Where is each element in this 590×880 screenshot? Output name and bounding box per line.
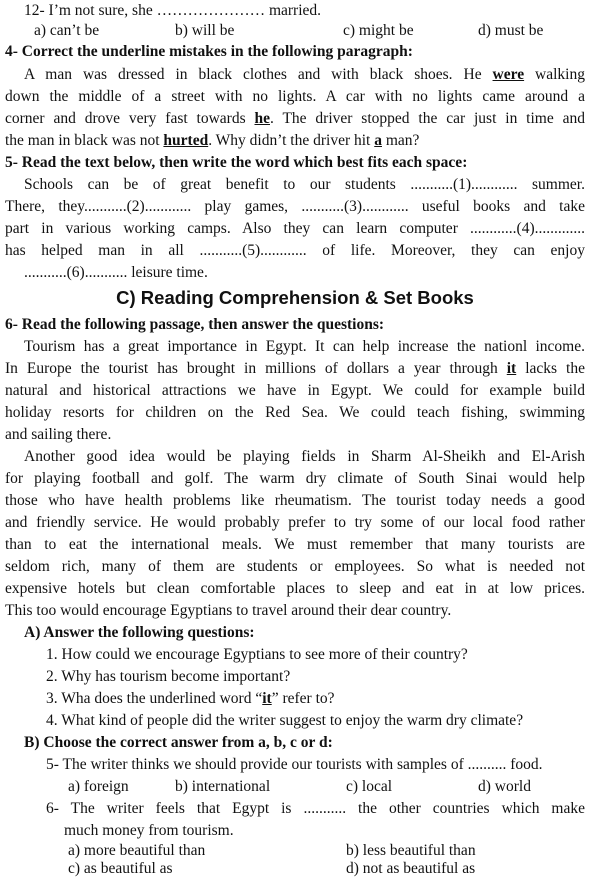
passage-p2-line-2: for playing football and golf. The warm dry climate of South Sinai would help — [5, 470, 585, 487]
q4-heading: 4- Correct the underline mistakes in the following paragraph: — [5, 43, 413, 60]
part-b-heading: B) Choose the correct answer from a, b, c or d: — [24, 734, 333, 751]
q5-line-1: Schools can be of great benefit to our students ...........(1)............ summer. — [24, 176, 585, 193]
q4-underlined-word-hurted: hurted — [163, 132, 209, 149]
part-b-q6-stem: 6- The writer feels that Egypt is ........... the other countries which make — [46, 800, 585, 817]
part-a-underlined-it: it — [262, 690, 272, 707]
q12-option-c[interactable]: c) might be — [343, 22, 414, 39]
q4-line-2: down the middle of a street with no lights. A car with no lights came around a — [5, 88, 585, 105]
passage-p2-line-8: This too would encourage Egyptians to travel around their dear country. — [5, 602, 452, 619]
q5-option-a[interactable]: a) foreign — [68, 778, 129, 795]
q6-option-c[interactable]: c) as beautiful as — [68, 860, 173, 877]
q5-option-b[interactable]: b) international — [175, 778, 271, 795]
q6-heading: 6- Read the following passage, then answer the questions: — [5, 316, 385, 333]
q5-line-2: There, they...........(2)............ play games, ...........(3)............ useful books and take — [5, 198, 585, 215]
part-b-q6-options-row-2 — [0, 858, 580, 880]
part-b-q6-stem-2: much money from tourism. — [64, 822, 234, 839]
q5-line-5: ...........(6)........... leisure time. — [24, 264, 208, 281]
q12-options — [0, 20, 580, 42]
passage-p2-line-5: than to eat the international meals. We must remember that many tourists are — [5, 536, 585, 553]
q6-option-a[interactable]: a) more beautiful than — [68, 842, 206, 859]
q6-option-b[interactable]: b) less beautiful than — [346, 842, 476, 859]
passage-p1-line-2: In Europe the tourist has brought in millions of dollars a year through it lacks the — [5, 360, 585, 377]
passage-p2-line-7: expensive hotels but clean comfortable places to sleep and eat in at low prices. — [5, 580, 585, 597]
passage-p1-line-4: holiday resorts for children on the Red Sea. We could teach fishing, swimming — [5, 404, 585, 421]
q4-underlined-word-he: he — [254, 110, 270, 127]
passage-p2-line-1: Another good idea would be playing fields in Sharm Al-Sheikh and El-Arish — [24, 448, 585, 465]
part-b-q5-options — [0, 776, 580, 798]
q12-option-b[interactable]: b) will be — [175, 22, 235, 39]
q5-line-3: part in various working camps. Also they can learn computer ............(4)............. — [5, 220, 585, 237]
passage-p1-line-1: Tourism has a great importance in Egypt. It can help increase the nationl income. — [24, 338, 585, 355]
q12-stem: 12- I’m not sure, she ………………… married. — [24, 2, 322, 19]
passage-p1-line-5: and sailing there. — [5, 426, 112, 443]
part-a-question-3: 3. Wha does the underlined word “it” refer to? — [46, 690, 335, 707]
part-b-q5-stem: 5- The writer thinks we should provide our tourists with samples of .......... food. — [46, 756, 543, 773]
q4-line-1: A man was dressed in black clothes and with black shoes. He were walking — [24, 66, 585, 83]
q12-option-a[interactable]: a) can’t be — [34, 22, 100, 39]
passage-p2-line-4: and friendly service. He would probably prefer to try some of our local food rather — [5, 514, 585, 531]
part-a-question-4: 4. What kind of people did the writer suggest to enjoy the warm dry climate? — [46, 712, 524, 729]
q5-line-4: has helped man in all ...........(5)............ of life. Moreover, they can enjoy — [5, 242, 585, 259]
q4-line-3: corner and drove very fast towards he. The driver stopped the car just in time and — [5, 110, 585, 127]
passage-p1-line-3: natural and historical attractions we have in Egypt. We could for example build — [5, 382, 585, 399]
q4-line-4: the man in black was not hurted. Why didn’t the driver hit a man? — [5, 132, 420, 149]
q5-option-c[interactable]: c) local — [346, 778, 393, 795]
q4-underlined-word-a: a — [374, 132, 382, 149]
q4-underlined-word-were: were — [492, 66, 525, 83]
q5-heading: 5- Read the text below, then write the word which best fits each space: — [5, 154, 468, 171]
section-c-title: C) Reading Comprehension & Set Books — [116, 287, 474, 308]
passage-p2-line-3: those who have health problems like rheumatism. The tourist today needs a good — [5, 492, 585, 509]
part-a-question-1: 1. How could we encourage Egyptians to see more of their country? — [46, 646, 468, 663]
part-a-heading: A) Answer the following questions: — [24, 624, 255, 641]
q6-option-d[interactable]: d) not as beautiful as — [346, 860, 476, 877]
part-a-question-2: 2. Why has tourism become important? — [46, 668, 291, 685]
passage-p2-line-6: seldom rich, many of them are students or employees. So what is needed not — [5, 558, 585, 575]
q5-option-d[interactable]: d) world — [478, 778, 531, 795]
passage-underlined-it: it — [506, 360, 517, 377]
q12-option-d[interactable]: d) must be — [478, 22, 544, 39]
